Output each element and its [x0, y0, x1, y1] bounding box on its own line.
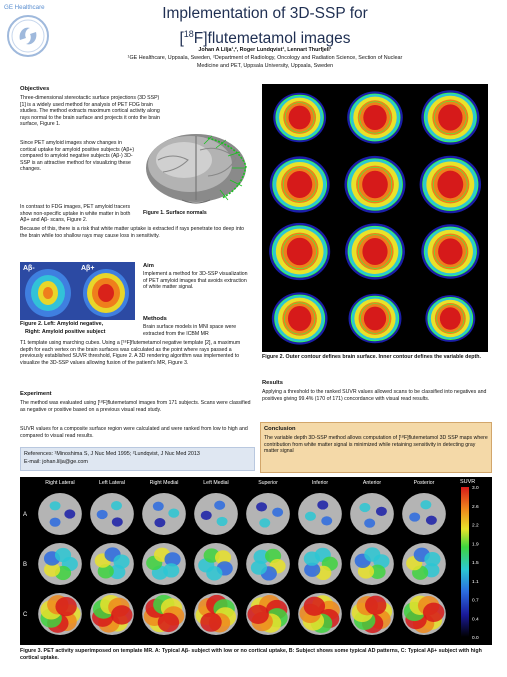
figure2-right-caption: Figure 2. Outer contour defines brain surface. Inner contour defines the variable depth.: [262, 354, 481, 360]
figure3-column-label: Posterior: [413, 480, 435, 486]
figure3-brain-render: [142, 493, 186, 535]
pet-slice: [347, 91, 403, 143]
figure3-column-label: Left Medial: [203, 480, 229, 486]
figure3-brain-render: [194, 593, 238, 635]
affiliation-line1: ¹GE Healthcare, Uppsala, Sweden, ²Department of Radiology, Oncology and Radiation Science, Section of Nuclear: [127, 55, 403, 61]
pet-slice: [349, 294, 402, 344]
colorbar-tick-label: 0.7: [472, 598, 479, 604]
amyloid-positive-label: Aβ+: [81, 265, 95, 272]
figure3-brain-render: [90, 543, 134, 585]
objectives-paragraph-1: Three-dimensional stereotactic surface projections (3D SSP) [1] is a widely used method for analysis of PET FDG brain studies. The method extracts maximum cortical activity along rays normal to the brain surface and projects it onto the brain surface, Figure 1.: [20, 95, 160, 128]
experiment-paragraph-1: The method was evaluated using [¹⁸F]flutemetamol images from 171 subjects. Scans were classified as negative or positive based on a previous visual read study.: [20, 400, 251, 413]
colorbar-tick-label: 0.0: [472, 636, 479, 641]
methods-heading: Methods: [143, 316, 167, 322]
colorbar-tick-label: 1.5: [472, 561, 479, 566]
email-link[interactable]: E-mail: johan.lilja@ge.com: [24, 459, 88, 465]
figure3-brain-render: [142, 543, 186, 585]
brain-surface-figure: [138, 130, 254, 208]
pet-slice: [425, 295, 475, 342]
figure3-column-label: Superior: [258, 480, 278, 486]
figure1-caption: Figure 1. Surface normals: [143, 210, 207, 216]
figure3-brain-render: [402, 593, 446, 635]
pet-slice: [270, 156, 330, 212]
ge-logo-icon: [6, 14, 50, 58]
figure3-brain-render: [90, 493, 134, 535]
figure3-row-label: C: [23, 612, 28, 618]
objectives-heading: Objectives: [20, 86, 50, 92]
figure3-column-label: Right Medial: [149, 480, 179, 486]
pet-slice: [272, 292, 328, 344]
colorbar-tick-label: 2.2: [472, 523, 479, 529]
figure3-brain-render: [298, 543, 342, 585]
affiliation-line2: Medicine and PET, Uppsala University, Uppsala, Sweden: [196, 63, 334, 69]
colorbar-tick-label: 0.4: [472, 617, 479, 623]
figure3-brain-render: [402, 543, 446, 585]
figure3-brain-render: [246, 493, 290, 535]
poster-title-line2: [$^{18}$F]flutemetamol images: [179, 29, 351, 48]
methods-paragraph-1: Brain surface models in MNI space were extracted from the ICBM MR: [143, 324, 237, 337]
figure3-surface-projections: [20, 477, 492, 645]
methods-paragraph-2: T1 template using marching cubes. Using a [¹⁸F]flutemetamol negative template [2], a maximum depth for each vertex on the brain surfaces was calculated as the point where rays passed a previously established SUVR threshold, Figure 2. A 3D rendering algorithm was implemented to visualize the 3D-SSP values allowing fusion of the patient's MR, Figure 3.: [20, 340, 241, 366]
figure3-brain-render: [402, 493, 446, 535]
figure3-brain-render: [38, 543, 82, 585]
objectives-paragraph-2: Since PET amyloid images show changes in cortical uptake for amyloid positive subjects (Aβ+) compared to amyloid negative subjects (Aβ-) 3D-SSP is an attractive method for visualizing these changes.: [20, 140, 135, 173]
references-text: References: ¹Minoshima S, J Nuc Med 1995; ²Lundqvist, J Nuc Med 2013: [24, 451, 200, 457]
references-box: [20, 447, 255, 471]
figure3-brain-render: [350, 493, 394, 535]
experiment-paragraph-2: SUVR values for a composite surface region were calculated and were ranked from low to high and compared to visual read results.: [20, 426, 248, 439]
aim-heading: Aim: [143, 263, 154, 269]
figure3-brain-render: [90, 593, 134, 635]
pet-slice: [269, 223, 330, 280]
figure3-brain-render: [298, 593, 342, 635]
objectives-paragraph-4: Because of this, there is a risk that white matter uptake is extracted if rays penetrate too deep into the brain while too shallow rays may cause loss in sensitivity.: [20, 226, 245, 239]
figure3-brain-render: [38, 593, 82, 635]
figure3-brain-render: [350, 543, 394, 585]
colorbar-tick-label: 1.1: [472, 579, 479, 585]
objectives-paragraph-3: In contrast to FDG images, PET amyloid tracers show non-specific uptake in white matter in both Aβ+ and Aβ- scans, Figure 2.: [20, 204, 131, 224]
figure3-row-label: B: [23, 562, 28, 568]
pet-slice: [345, 223, 405, 279]
poster-title-line1: Implementation of 3D-SSP for: [162, 5, 368, 22]
results-text: Applying a threshold to the ranked SUVR values allowed scans to be classified into negatives and positives giving 99.4% (170 of 171) concordance with visual read results.: [262, 389, 487, 402]
figure3-brain-render: [194, 493, 238, 535]
figure3-brain-render: [246, 593, 290, 635]
results-heading: Results: [262, 380, 283, 386]
conclusion-text: The variable depth 3D-SSP method allows computation of [¹⁸F]flutemetamol 3D SSP maps where contribution from white matter signal is minimized while retaining sensitivity in detecting gray matter signal: [264, 435, 488, 455]
figure2-left-caption-line1: Figure 2. Left: Amyloid negative,: [20, 321, 104, 327]
figure3-column-label: Inferior: [311, 480, 329, 486]
figure3-column-label: Right Lateral: [45, 480, 75, 486]
conclusion-heading: Conclusion: [264, 426, 296, 432]
figure3-brain-render: [298, 493, 342, 535]
conclusion-box: [260, 422, 492, 473]
experiment-heading: Experiment: [20, 391, 52, 397]
figure3-column-label: Left Lateral: [99, 480, 125, 486]
figure3-column-label: Anterior: [362, 480, 382, 486]
figure3-brain-render: [246, 543, 290, 585]
colorbar-tick-label: 3.0: [472, 486, 479, 491]
figure2-left-caption-line2: Right: Amyloid positive subject: [25, 329, 106, 335]
figure3-brain-render: [142, 593, 186, 635]
figure3-caption: Figure 3. PET activity superimposed on template MR. A: Typical Aβ- subject with low or no cortical uptake, B: Subject shows some typical AD patterns, C: Typical Aβ+ subject with high cortical uptake.: [20, 648, 482, 661]
aim-text: Implement a method for 3D-SSP visualization of PET amyloid images that avoids extraction of white matter signal.: [143, 271, 248, 291]
pet-slice: [420, 156, 481, 214]
brand-label: GE Healthcare: [4, 4, 45, 11]
pet-slice: [344, 156, 405, 213]
amyloid-pet-figure: [20, 262, 135, 320]
amyloid-negative-label: Aβ-: [23, 265, 35, 272]
colorbar-tick-label: 2.6: [472, 504, 479, 510]
authors: Johan A Lilja¹,², Roger Lundqvist¹, Lennart Thurfjell¹: [198, 47, 332, 53]
colorbar-title: SUVR: [460, 479, 476, 485]
colorbar-tick-label: 1.9: [472, 542, 479, 548]
figure3-row-label: A: [23, 512, 28, 518]
pet-slice: [273, 93, 326, 143]
pet-slice: [421, 224, 479, 278]
pet-slices-figure: [262, 84, 488, 352]
figure3-brain-render: [194, 543, 238, 585]
suvr-colorbar: [461, 487, 469, 637]
figure3-brain-render: [38, 493, 82, 535]
figure3-brain-render: [350, 593, 394, 635]
pet-slice: [421, 90, 479, 144]
